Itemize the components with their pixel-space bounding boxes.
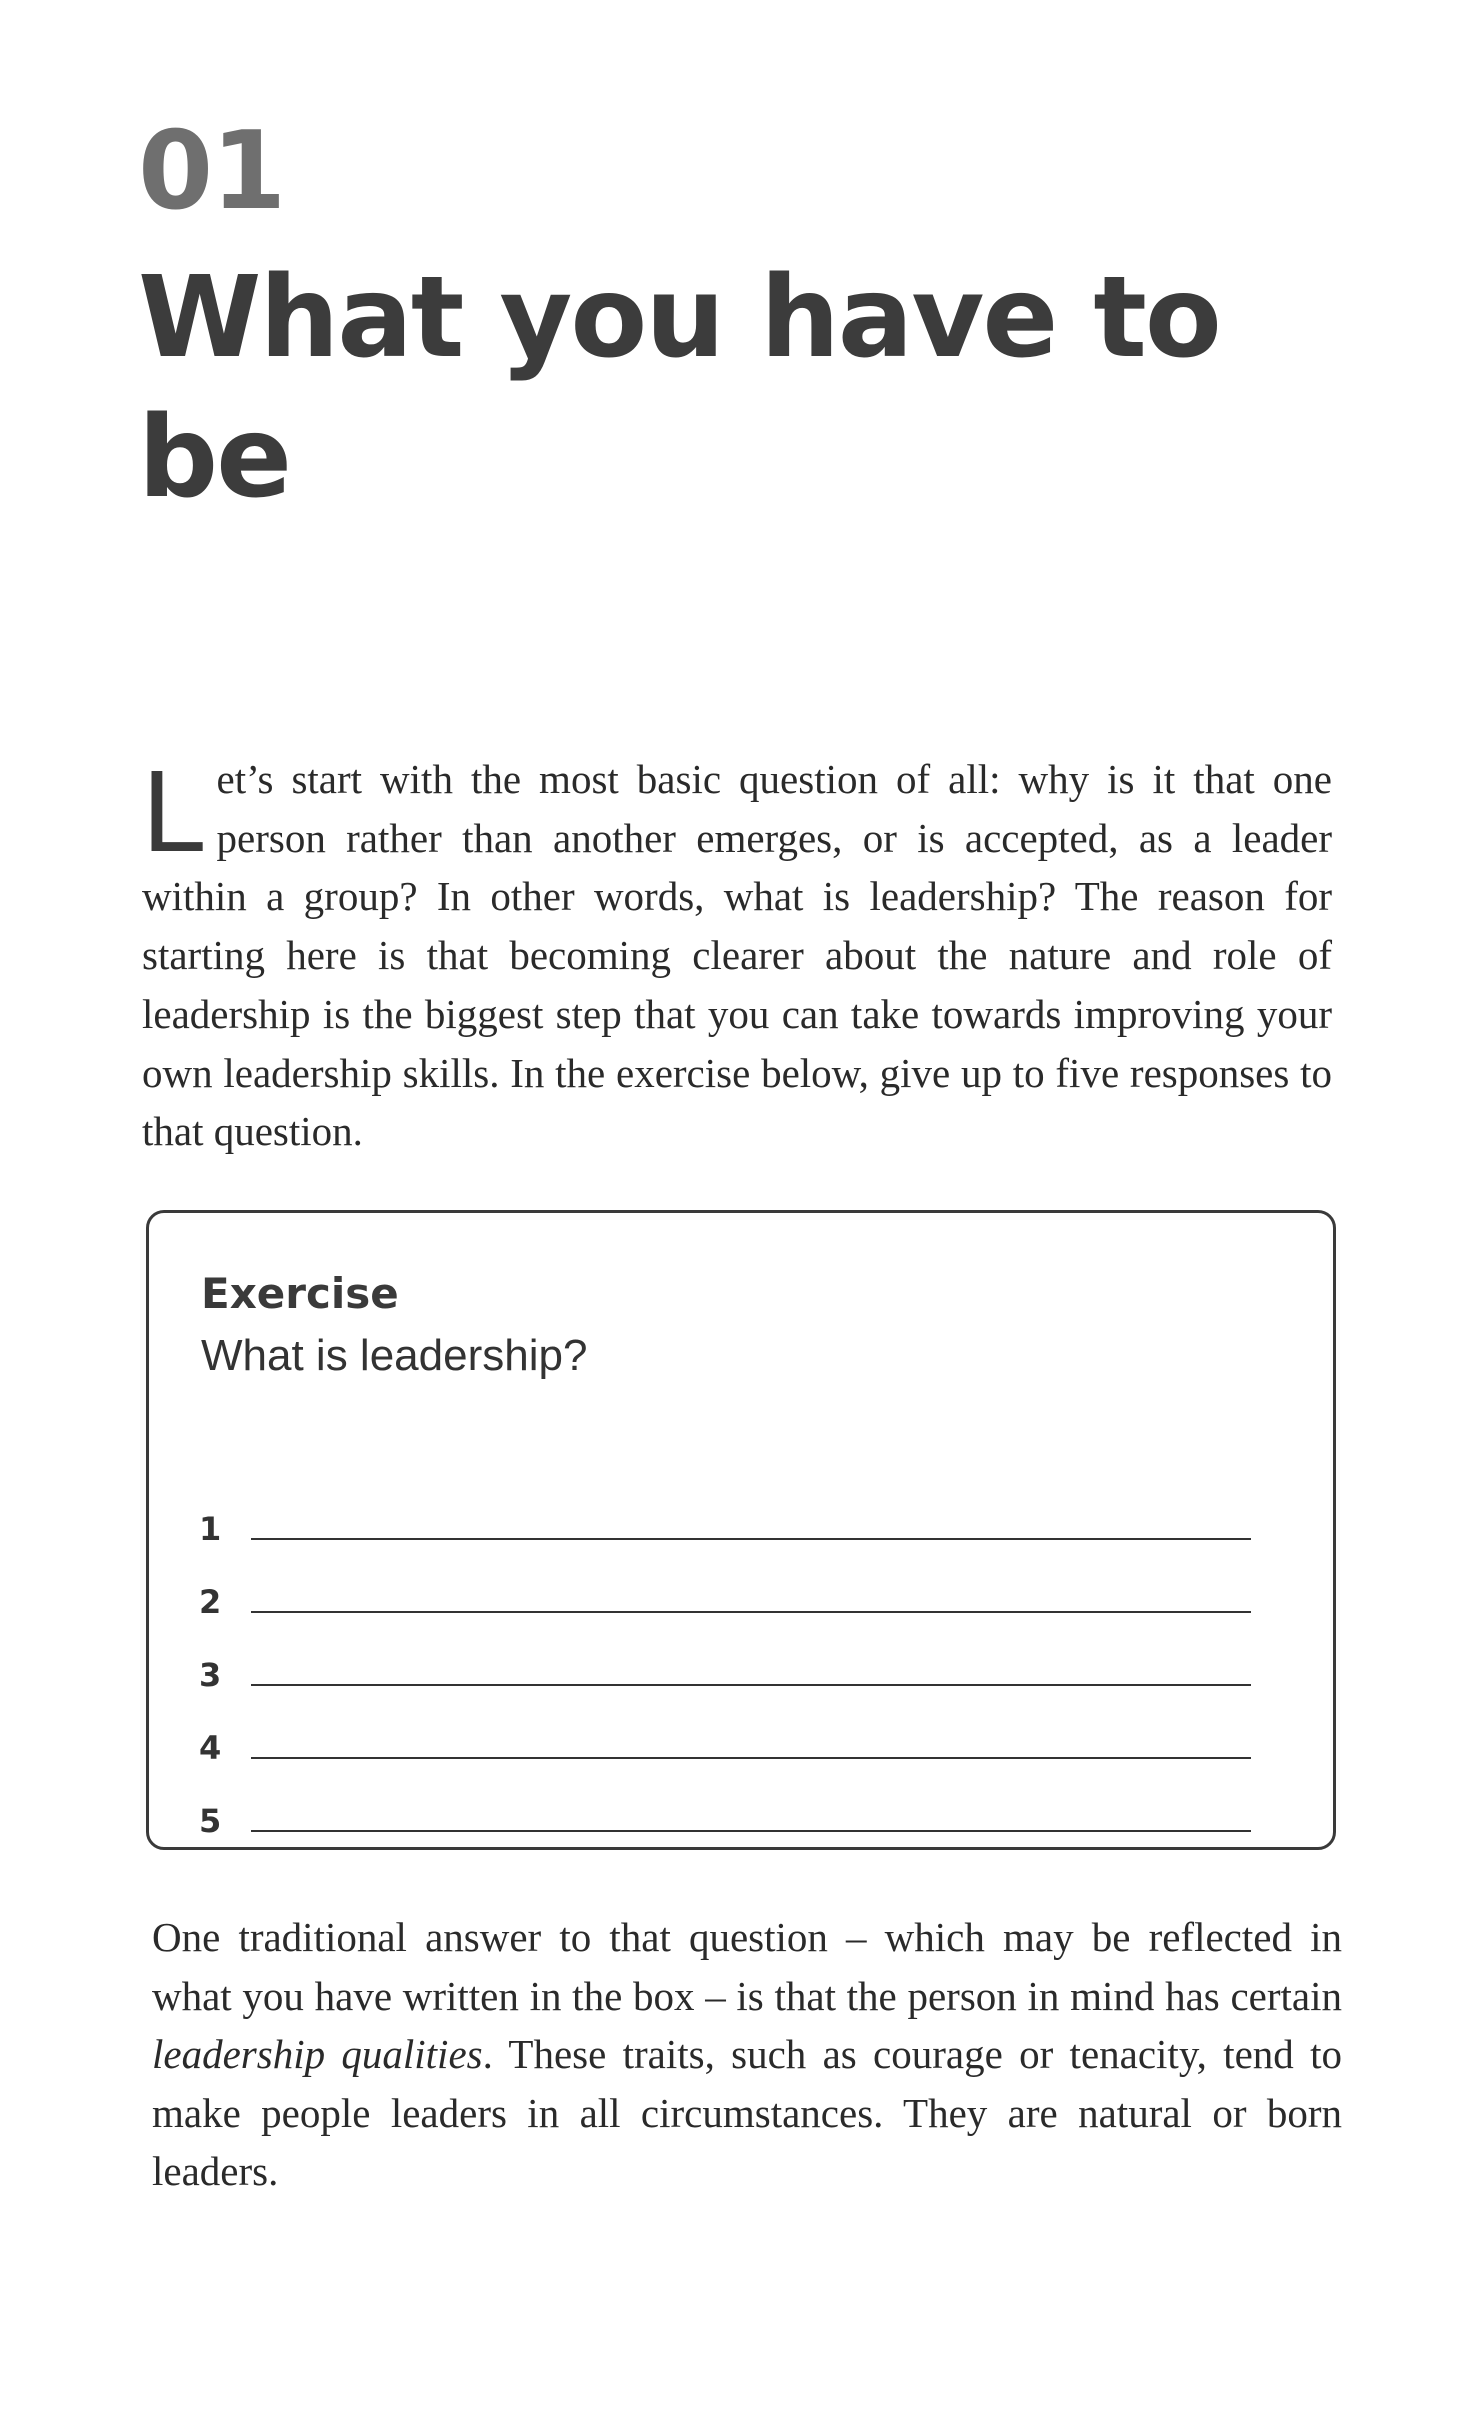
chapter-title: What you have to be <box>138 253 1220 523</box>
answer-line[interactable] <box>251 1756 1251 1759</box>
answer-row <box>199 1621 1251 1694</box>
closing-paragraph <box>152 1908 1342 2201</box>
answer-row <box>199 1767 1251 1840</box>
answer-line[interactable] <box>251 1610 1251 1613</box>
answer-number: 5 <box>199 1802 222 1840</box>
answer-row <box>199 1475 1251 1548</box>
intro-paragraph <box>142 746 1332 1161</box>
closing-text-before: One traditional answer to that question – which may be reflected in what you have written in the box – is that the person in mind has certain <box>152 1914 1342 2019</box>
answer-row <box>199 1694 1251 1767</box>
drop-cap: L <box>142 746 207 876</box>
answer-number: 2 <box>199 1583 222 1621</box>
intro-text: et’s start with the most basic question of all: why is it that one person rather than another emerges, or is accepted, as a leader within a group? In other words, what is leadership? The reason for starting here is that becoming clearer about the nature and role of leadership is the biggest step that you can take towards improving your own leadership skills. In the exercise below, give up to five responses to that question. <box>142 756 1332 1155</box>
answer-line[interactable] <box>251 1683 1251 1686</box>
exercise-question: What is leadership? <box>201 1331 588 1380</box>
answer-number: 1 <box>199 1510 222 1548</box>
answer-line[interactable] <box>251 1537 1251 1540</box>
closing-text-after: . These traits, such as courage or tenacity, tend to make people leaders in all circumstances. They are natural or born leaders. <box>152 2031 1342 2194</box>
leadership-qualities-emphasis: leadership qualities <box>152 2031 483 2077</box>
answer-line[interactable] <box>251 1829 1251 1832</box>
chapter-number: 01 <box>138 109 285 234</box>
answer-row <box>199 1548 1251 1621</box>
exercise-box <box>146 1210 1336 1850</box>
answer-number: 4 <box>199 1729 222 1767</box>
answer-number: 3 <box>199 1656 222 1694</box>
answer-list <box>199 1475 1251 1840</box>
exercise-heading: Exercise <box>201 1269 399 1318</box>
